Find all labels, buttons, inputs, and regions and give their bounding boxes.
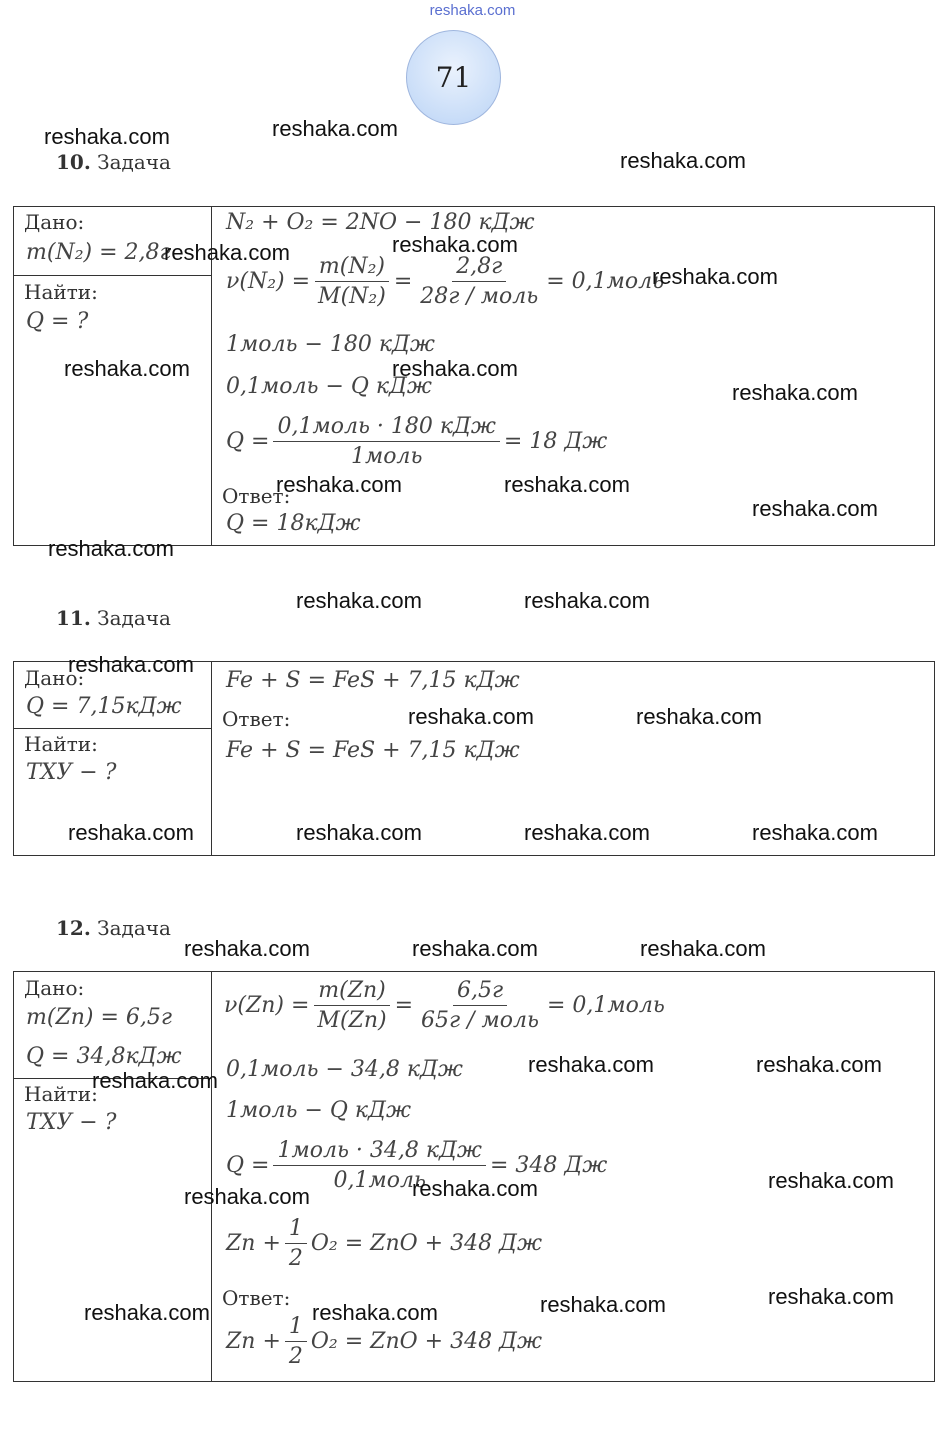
watermark: reshaka.com — [504, 472, 630, 497]
watermark: reshaka.com — [68, 820, 194, 845]
watermark: reshaka.com — [392, 232, 518, 257]
page-number-badge — [406, 30, 501, 125]
task-number: 10. — [56, 150, 91, 174]
answer-value: Fe + S = FeS + 7,15 кДж — [226, 738, 520, 763]
watermark: reshaka.com — [756, 1052, 882, 1077]
watermark: reshaka.com — [412, 1176, 538, 1201]
watermark: reshaka.com — [524, 820, 650, 845]
given-label: Дано: — [24, 666, 85, 690]
task-11-title — [56, 606, 171, 630]
watermark: reshaka.com — [768, 1168, 894, 1193]
watermark: reshaka.com — [184, 1184, 310, 1209]
watermark: reshaka.com — [408, 704, 534, 729]
moles-calculation: ν(Zn) = $\frac{m(Zn)}{M(Zn)}$ = $\frac{6,5г}{\text{65г / моль}}$ = 0,1моль — [224, 978, 665, 1033]
given-label: Дано: — [24, 210, 85, 234]
watermark: reshaka.com — [296, 588, 422, 613]
watermark: reshaka.com — [752, 496, 878, 521]
task-label: Задача — [97, 606, 171, 630]
find-value: ТХУ − ? — [26, 1110, 117, 1135]
heat-calculation: Q = $\frac{\text{1моль · 34,8 кДж}}{\text{0,1моль}}$ = 348 Дж — [226, 1138, 608, 1193]
task-label: Задача — [97, 916, 171, 940]
answer-value: Zn + $\frac{1}{2}$ O₂ = ZnO + 348 Дж — [226, 1314, 542, 1369]
watermark: reshaka.com — [84, 1300, 210, 1325]
watermark: reshaka.com — [64, 356, 190, 381]
task-number: 12. — [56, 916, 91, 940]
watermark: reshaka.com — [184, 936, 310, 961]
watermark: reshaka.com — [68, 652, 194, 677]
equation: Fe + S = FeS + 7,15 кДж — [226, 668, 520, 693]
watermark: reshaka.com — [296, 820, 422, 845]
divider — [211, 661, 212, 856]
task-number: 11. — [56, 606, 91, 630]
heat-calculation: Q = $\frac{\text{0,1моль · 180 кДж}}{\text{1моль}}$ = 18 Дж — [226, 414, 608, 469]
page-number: 71 — [435, 61, 472, 94]
answer-label: Ответ: — [222, 707, 291, 731]
watermark: reshaka.com — [524, 588, 650, 613]
find-label: Найти: — [24, 1082, 98, 1106]
watermark: reshaka.com — [636, 704, 762, 729]
watermark: reshaka.com — [412, 936, 538, 961]
watermark: reshaka.com — [732, 380, 858, 405]
watermark: reshaka.com — [528, 1052, 654, 1077]
given-value: Q = 7,15кДж — [26, 694, 182, 719]
find-label: Найти: — [24, 280, 98, 304]
proportion-line: 1моль − Q кДж — [226, 1098, 411, 1123]
watermark: reshaka.com — [276, 472, 402, 497]
watermark: reshaka.com — [44, 124, 170, 149]
task-10-title — [56, 150, 171, 174]
find-label: Найти: — [24, 732, 98, 756]
watermark: reshaka.com — [640, 936, 766, 961]
divider — [211, 971, 212, 1382]
divider — [13, 728, 211, 729]
watermark: reshaka.com — [752, 820, 878, 845]
proportion-line: 0,1моль − Q кДж — [226, 374, 432, 399]
watermark: reshaka.com — [652, 264, 778, 289]
watermark: reshaka.com — [312, 1300, 438, 1325]
task-12-title — [56, 916, 171, 940]
given-value: Q = 34,8кДж — [26, 1044, 182, 1069]
find-value: ТХУ − ? — [26, 760, 117, 785]
answer-label: Ответ: — [222, 484, 291, 508]
watermark: reshaka.com — [48, 536, 174, 561]
watermark: reshaka.com — [164, 240, 290, 265]
given-value: m(Zn) = 6,5г — [26, 1005, 173, 1030]
watermark: reshaka.com — [92, 1068, 218, 1093]
divider — [13, 275, 211, 276]
equation: N₂ + O₂ = 2NO − 180 кДж — [226, 210, 535, 235]
watermark: reshaka.com — [768, 1284, 894, 1309]
watermark: reshaka.com — [272, 116, 398, 141]
given-label: Дано: — [24, 976, 85, 1000]
answer-value: Q = 18кДж — [226, 511, 361, 536]
header-site: reshaka.com — [429, 2, 516, 19]
given-value: m(N₂) = 2,8г — [26, 240, 171, 265]
find-value: Q = ? — [26, 309, 89, 334]
proportion-line: 0,1моль − 34,8 кДж — [226, 1057, 463, 1082]
proportion-line: 1моль − 180 кДж — [226, 332, 435, 357]
watermark: reshaka.com — [540, 1292, 666, 1317]
task-label: Задача — [97, 150, 171, 174]
moles-calculation: ν(N₂) = $\frac{\text{m(N₂)}}{\text{M(N₂)}}$ = $\frac{2,8г}{\text{28г / моль}}$ = 0,1моль — [226, 254, 665, 309]
answer-label: Ответ: — [222, 1286, 291, 1310]
watermark: reshaka.com — [620, 148, 746, 173]
watermark: reshaka.com — [392, 356, 518, 381]
thermochemical-equation: Zn + $\frac{1}{2}$ O₂ = ZnO + 348 Дж — [226, 1216, 542, 1271]
